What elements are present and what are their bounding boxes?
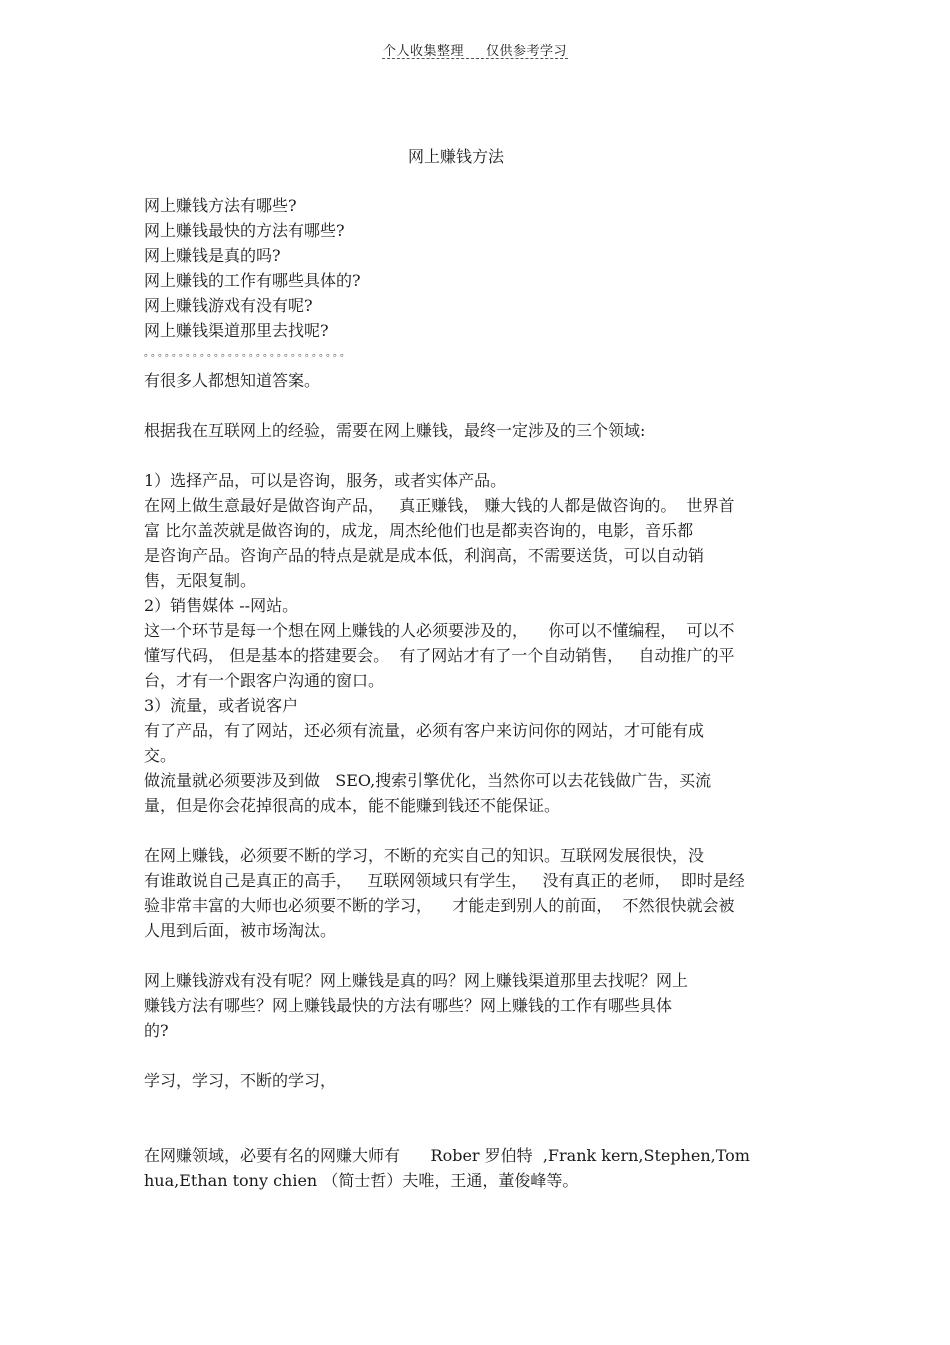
- header-divider: [382, 58, 568, 59]
- header-left-text: 个人收集整理: [382, 44, 464, 59]
- section1-line: 售，无限复制。: [144, 571, 257, 590]
- repeat-paragraph-line: 的?: [144, 1021, 169, 1040]
- document-title: 网上赚钱方法: [407, 147, 504, 166]
- masters-paragraph-line: hua,Ethan tony chien （简士哲）夫唯，王通，董俊峰等。: [144, 1171, 579, 1190]
- page-header: [0, 40, 950, 59]
- section3-line: 有了产品，有了网站，还必须有流量，必须有客户来访问你的网站，才可能有成: [144, 721, 705, 740]
- study-paragraph: 学习，学习，不断的学习，: [144, 1071, 337, 1090]
- section2-line: 这一个环节是每一个想在网上赚钱的人必须要涉及的， 你可以不懂编程， 可以不: [144, 621, 735, 640]
- question-line: 网上赚钱游戏有没有呢?: [144, 296, 313, 315]
- learning-paragraph-line: 验非常丰富的大师也必须要不断的学习， 才能走到别人的前面， 不然很快就会被: [144, 896, 735, 915]
- intro-paragraph: 根据我在互联网上的经验，需要在网上赚钱，最终一定涉及的三个领域:: [144, 421, 646, 440]
- masters-paragraph-line: 在网赚领域，必要有名的网赚大师有 Rober 罗伯特 ,Frank kern,Stephen,Tom: [144, 1146, 750, 1165]
- question-line: 网上赚钱方法有哪些?: [144, 196, 297, 215]
- learning-paragraph-line: 在网上赚钱，必须要不断的学习，不断的充实自己的知识。互联网发展很快，没: [144, 846, 705, 865]
- document-body: [144, 193, 814, 1193]
- section2-heading: 2）销售媒体 --网站。: [144, 596, 299, 615]
- section1-heading: 1）选择产品，可以是咨询，服务，或者实体产品。: [144, 471, 507, 490]
- answer-paragraph: 有很多人都想知道答案。: [144, 371, 321, 390]
- dots-separator: 。。。。。。。。。。。。。。。。。。。。。。。。。。。。。: [144, 348, 352, 359]
- header-right-text: 仅供参考学习: [486, 44, 568, 59]
- section2-line: 台，才有一个跟客户沟通的窗口。: [144, 671, 385, 690]
- question-line: 网上赚钱渠道那里去找呢?: [144, 321, 329, 340]
- section3-line: 做流量就必须要涉及到做 SEO,搜索引擎优化，当然你可以去花钱做广告，买流: [144, 771, 712, 790]
- repeat-paragraph-line: 赚钱方法有哪些？网上赚钱最快的方法有哪些？网上赚钱的工作有哪些具体: [144, 996, 673, 1015]
- section1-line: 是咨询产品。咨询产品的特点是就是成本低，利润高，不需要送货，可以自动销: [144, 546, 705, 565]
- section3-line: 量，但是你会花掉很高的成本，能不能赚到钱还不能保证。: [144, 796, 561, 815]
- repeat-paragraph-line: 网上赚钱游戏有没有呢？网上赚钱是真的吗？网上赚钱渠道那里去找呢？网上: [144, 971, 689, 990]
- learning-paragraph-line: 人甩到后面，被市场淘汰。: [144, 921, 337, 940]
- question-line: 网上赚钱最快的方法有哪些?: [144, 221, 345, 240]
- learning-paragraph-line: 有谁敢说自己是真正的高手， 互联网领域只有学生， 没有真正的老师， 即时是经: [144, 871, 745, 890]
- section2-line: 懂写代码， 但是基本的搭建要会。 有了网站才有了一个自动销售， 自动推广的平: [144, 646, 735, 665]
- section1-line: 在网上做生意最好是做咨询产品， 真正赚钱， 赚大钱的人都是做咨询的。 世界首: [144, 496, 735, 515]
- question-line: 网上赚钱是真的吗?: [144, 246, 281, 265]
- question-line: 网上赚钱的工作有哪些具体的?: [144, 271, 361, 290]
- section1-line: 富 比尔盖茨就是做咨询的，成龙，周杰纶他们也是都卖咨询的，电影，音乐都: [144, 521, 694, 540]
- section3-line: 交。: [144, 746, 177, 765]
- section3-heading: 3）流量，或者说客户: [144, 696, 299, 715]
